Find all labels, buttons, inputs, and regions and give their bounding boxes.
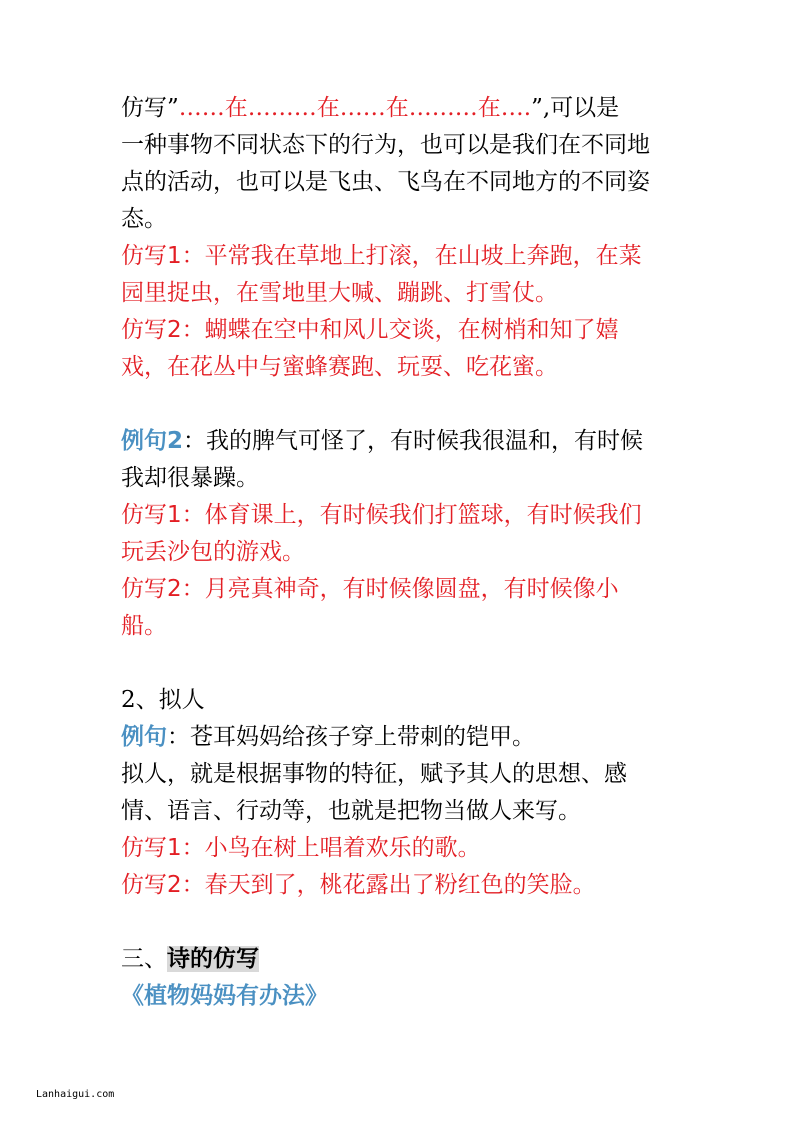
personification-example (121, 719, 679, 756)
personification-definition-2: 情、语言、行动等，也就是把物当做人来写。 (121, 798, 581, 824)
personification-definition-1: 拟人，就是根据事物的特征，赋予其人的思想、感 (121, 761, 627, 787)
personification-imitation1-label: 仿写1： (121, 835, 205, 861)
personification-imitation2 (121, 867, 679, 904)
personification-imitation2-label: 仿写2： (121, 872, 205, 898)
example2-label: 例句2 (121, 428, 184, 454)
example2-imitation1-label: 仿写1： (121, 502, 205, 528)
personification-imitation1 (121, 830, 679, 867)
imitation2-label: 仿写2： (121, 317, 205, 343)
poem-title: 《植物妈妈有办法》 (121, 983, 328, 1009)
spacer (121, 904, 679, 941)
personification-imitation1-text: 小鸟在树上唱着欢乐的歌。 (204, 835, 481, 861)
personification-heading: 2、拟人 (121, 687, 205, 713)
section3-prefix: 三、 (121, 946, 167, 972)
spacer (121, 645, 679, 682)
personification-imitation2-text: 春天到了，桃花露出了粉红色的笑脸。 (204, 872, 596, 898)
example2-line-1 (121, 423, 679, 460)
imitation1-text-1: 平常我在草地上打滚，在山坡上奔跑，在菜 (204, 243, 642, 269)
example2-imitation1-text-1: 体育课上，有时候我们打篮球，有时候我们 (204, 502, 642, 528)
imitation2-line-1 (121, 312, 679, 349)
imitation1-label: 仿写1： (121, 243, 205, 269)
intro-line-2: 一种事物不同状态下的行为，也可以是我们在不同地 (121, 132, 650, 158)
imitation2-text-1: 蝴蝶在空中和风儿交谈，在树梢和知了嬉 (204, 317, 619, 343)
imitation2-line-2: 戏，在花丛中与蜜蜂赛跑、玩耍、吃花蜜。 (121, 354, 558, 380)
example2-text-1: ：我的脾气可怪了，有时候我很温和，有时候 (183, 428, 644, 454)
footer-site: Lanhaigui.com (36, 1089, 115, 1100)
personification-example-text: ：苍耳妈妈给孩子穿上带刺的铠甲。 (167, 724, 535, 750)
spacer (121, 386, 679, 423)
example2-imitation1-line-1 (121, 497, 679, 534)
section3-title: 诗的仿写 (167, 946, 259, 972)
intro-line-3: 点的活动，也可以是飞虫、飞鸟在不同地方的不同姿 (121, 169, 650, 195)
intro-pattern: ……在………在……在………在…. (178, 95, 532, 121)
example2-imitation1-line-2: 玩丢沙包的游戏。 (121, 539, 305, 565)
section3-heading (121, 941, 679, 978)
intro-prefix: 仿写” (121, 95, 179, 121)
personification-example-label: 例句 (121, 724, 167, 750)
intro-line-1 (121, 90, 679, 127)
example2-imitation2-label: 仿写2： (121, 576, 205, 602)
example2-imitation2-line-2: 船。 (121, 613, 167, 639)
example2-imitation2-text-1: 月亮真神奇，有时候像圆盘，有时候像小 (204, 576, 619, 602)
document-body (121, 90, 679, 1015)
intro-line-4: 态。 (121, 206, 167, 232)
imitation1-line-1 (121, 238, 679, 275)
example2-imitation2-line-1 (121, 571, 679, 608)
intro-suffix: ”,可以是 (531, 95, 620, 121)
imitation1-line-2: 园里捉虫，在雪地里大喊、蹦跳、打雪仗。 (121, 280, 558, 306)
example2-line-2: 我却很暴躁。 (121, 465, 259, 491)
